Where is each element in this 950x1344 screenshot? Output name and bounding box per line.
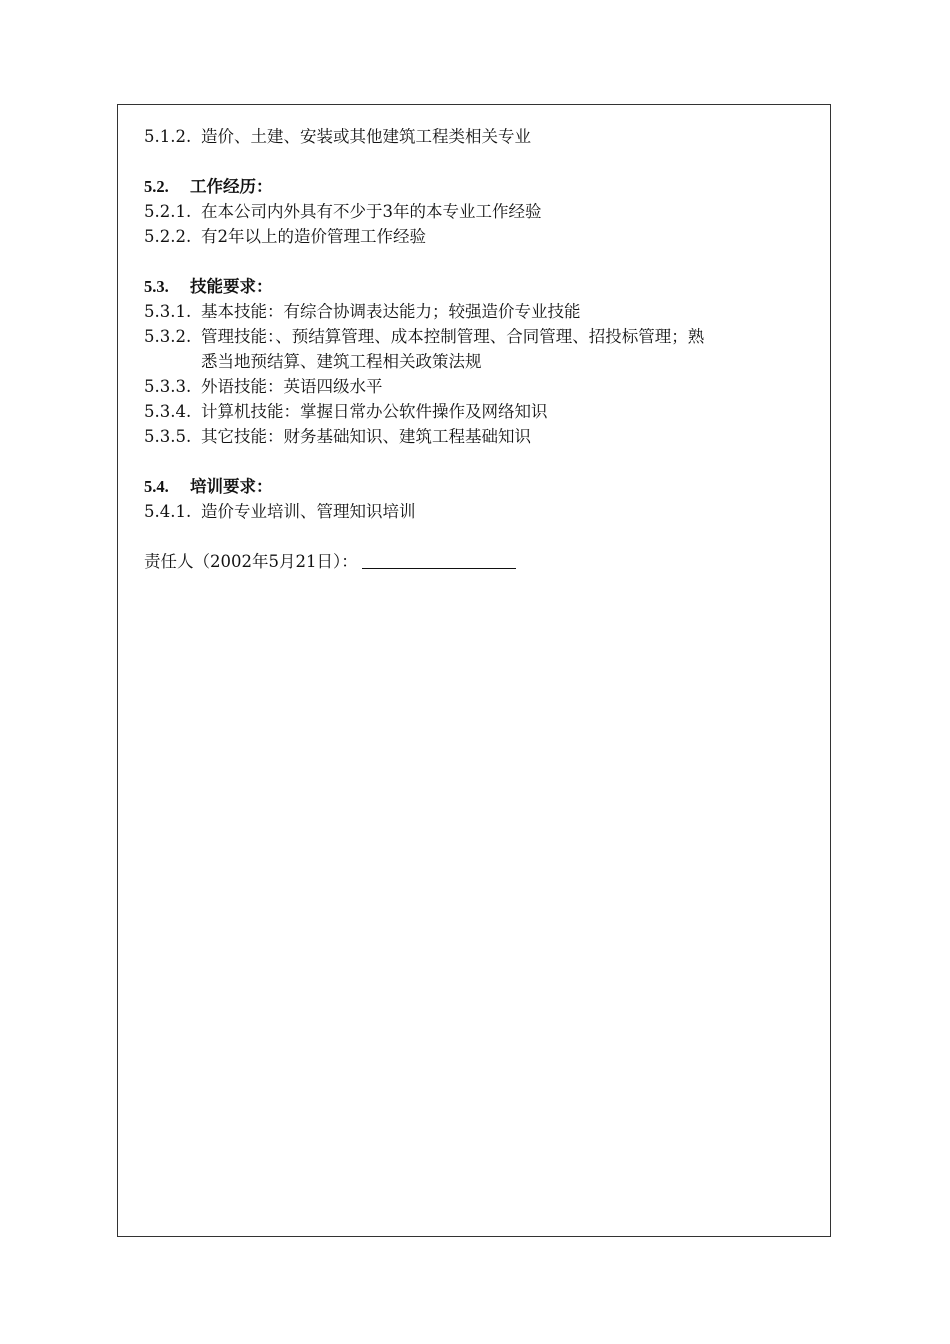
clause-5-3-5 (144, 424, 814, 449)
clause-5-1-2 (144, 124, 814, 149)
clause-5-3-2 (144, 324, 814, 349)
section-5-3-heading (144, 274, 814, 299)
clause-text: 有2年以上的造价管理工作经验 (201, 227, 426, 246)
clause-5-4-1 (144, 499, 814, 524)
clause-5-3-4 (144, 399, 814, 424)
clause-number: 5.3.4. (144, 402, 192, 421)
section-number: 5.2. (144, 177, 169, 196)
clause-number: 5.3.3. (144, 377, 192, 396)
clause-5-2-2 (144, 224, 814, 249)
clause-number: 5.3.5. (144, 427, 192, 446)
section-title: 技能要求： (190, 277, 273, 296)
clause-5-2-1 (144, 199, 814, 224)
signature-blank-line[interactable] (362, 550, 516, 569)
clause-number: 5.3.1. (144, 302, 192, 321)
clause-text: 计算机技能：掌握日常办公软件操作及网络知识 (201, 402, 548, 421)
section-title: 工作经历： (190, 177, 273, 196)
clause-text-continuation: 悉当地预结算、建筑工程相关政策法规 (201, 352, 482, 371)
section-5-2-heading (144, 174, 814, 199)
signature-row (144, 549, 814, 574)
clause-number: 5.4.1. (144, 502, 192, 521)
section-number: 5.3. (144, 277, 169, 296)
clause-text: 管理技能：、预结算管理、成本控制管理、合同管理、招投标管理；熟 (201, 327, 705, 346)
clause-text: 在本公司内外具有不少于3年的本专业工作经验 (201, 202, 542, 221)
clause-number: 5.1.2. (144, 127, 192, 146)
section-5-4-heading (144, 474, 814, 499)
clause-5-3-2-continuation (144, 349, 814, 374)
signature-label: 责任人（2002年5月21日）： (144, 552, 358, 571)
section-title: 培训要求： (190, 477, 273, 496)
document-content (144, 124, 814, 574)
clause-text: 造价专业培训、管理知识培训 (201, 502, 416, 521)
clause-number: 5.3.2. (144, 327, 192, 346)
clause-text: 其它技能：财务基础知识、建筑工程基础知识 (201, 427, 531, 446)
clause-text: 基本技能：有综合协调表达能力；较强造价专业技能 (201, 302, 581, 321)
clause-5-3-1 (144, 299, 814, 324)
clause-number: 5.2.1. (144, 202, 192, 221)
clause-text: 外语技能：英语四级水平 (201, 377, 383, 396)
clause-5-3-3 (144, 374, 814, 399)
clause-text: 造价、土建、安装或其他建筑工程类相关专业 (201, 127, 531, 146)
section-number: 5.4. (144, 477, 169, 496)
clause-number: 5.2.2. (144, 227, 192, 246)
